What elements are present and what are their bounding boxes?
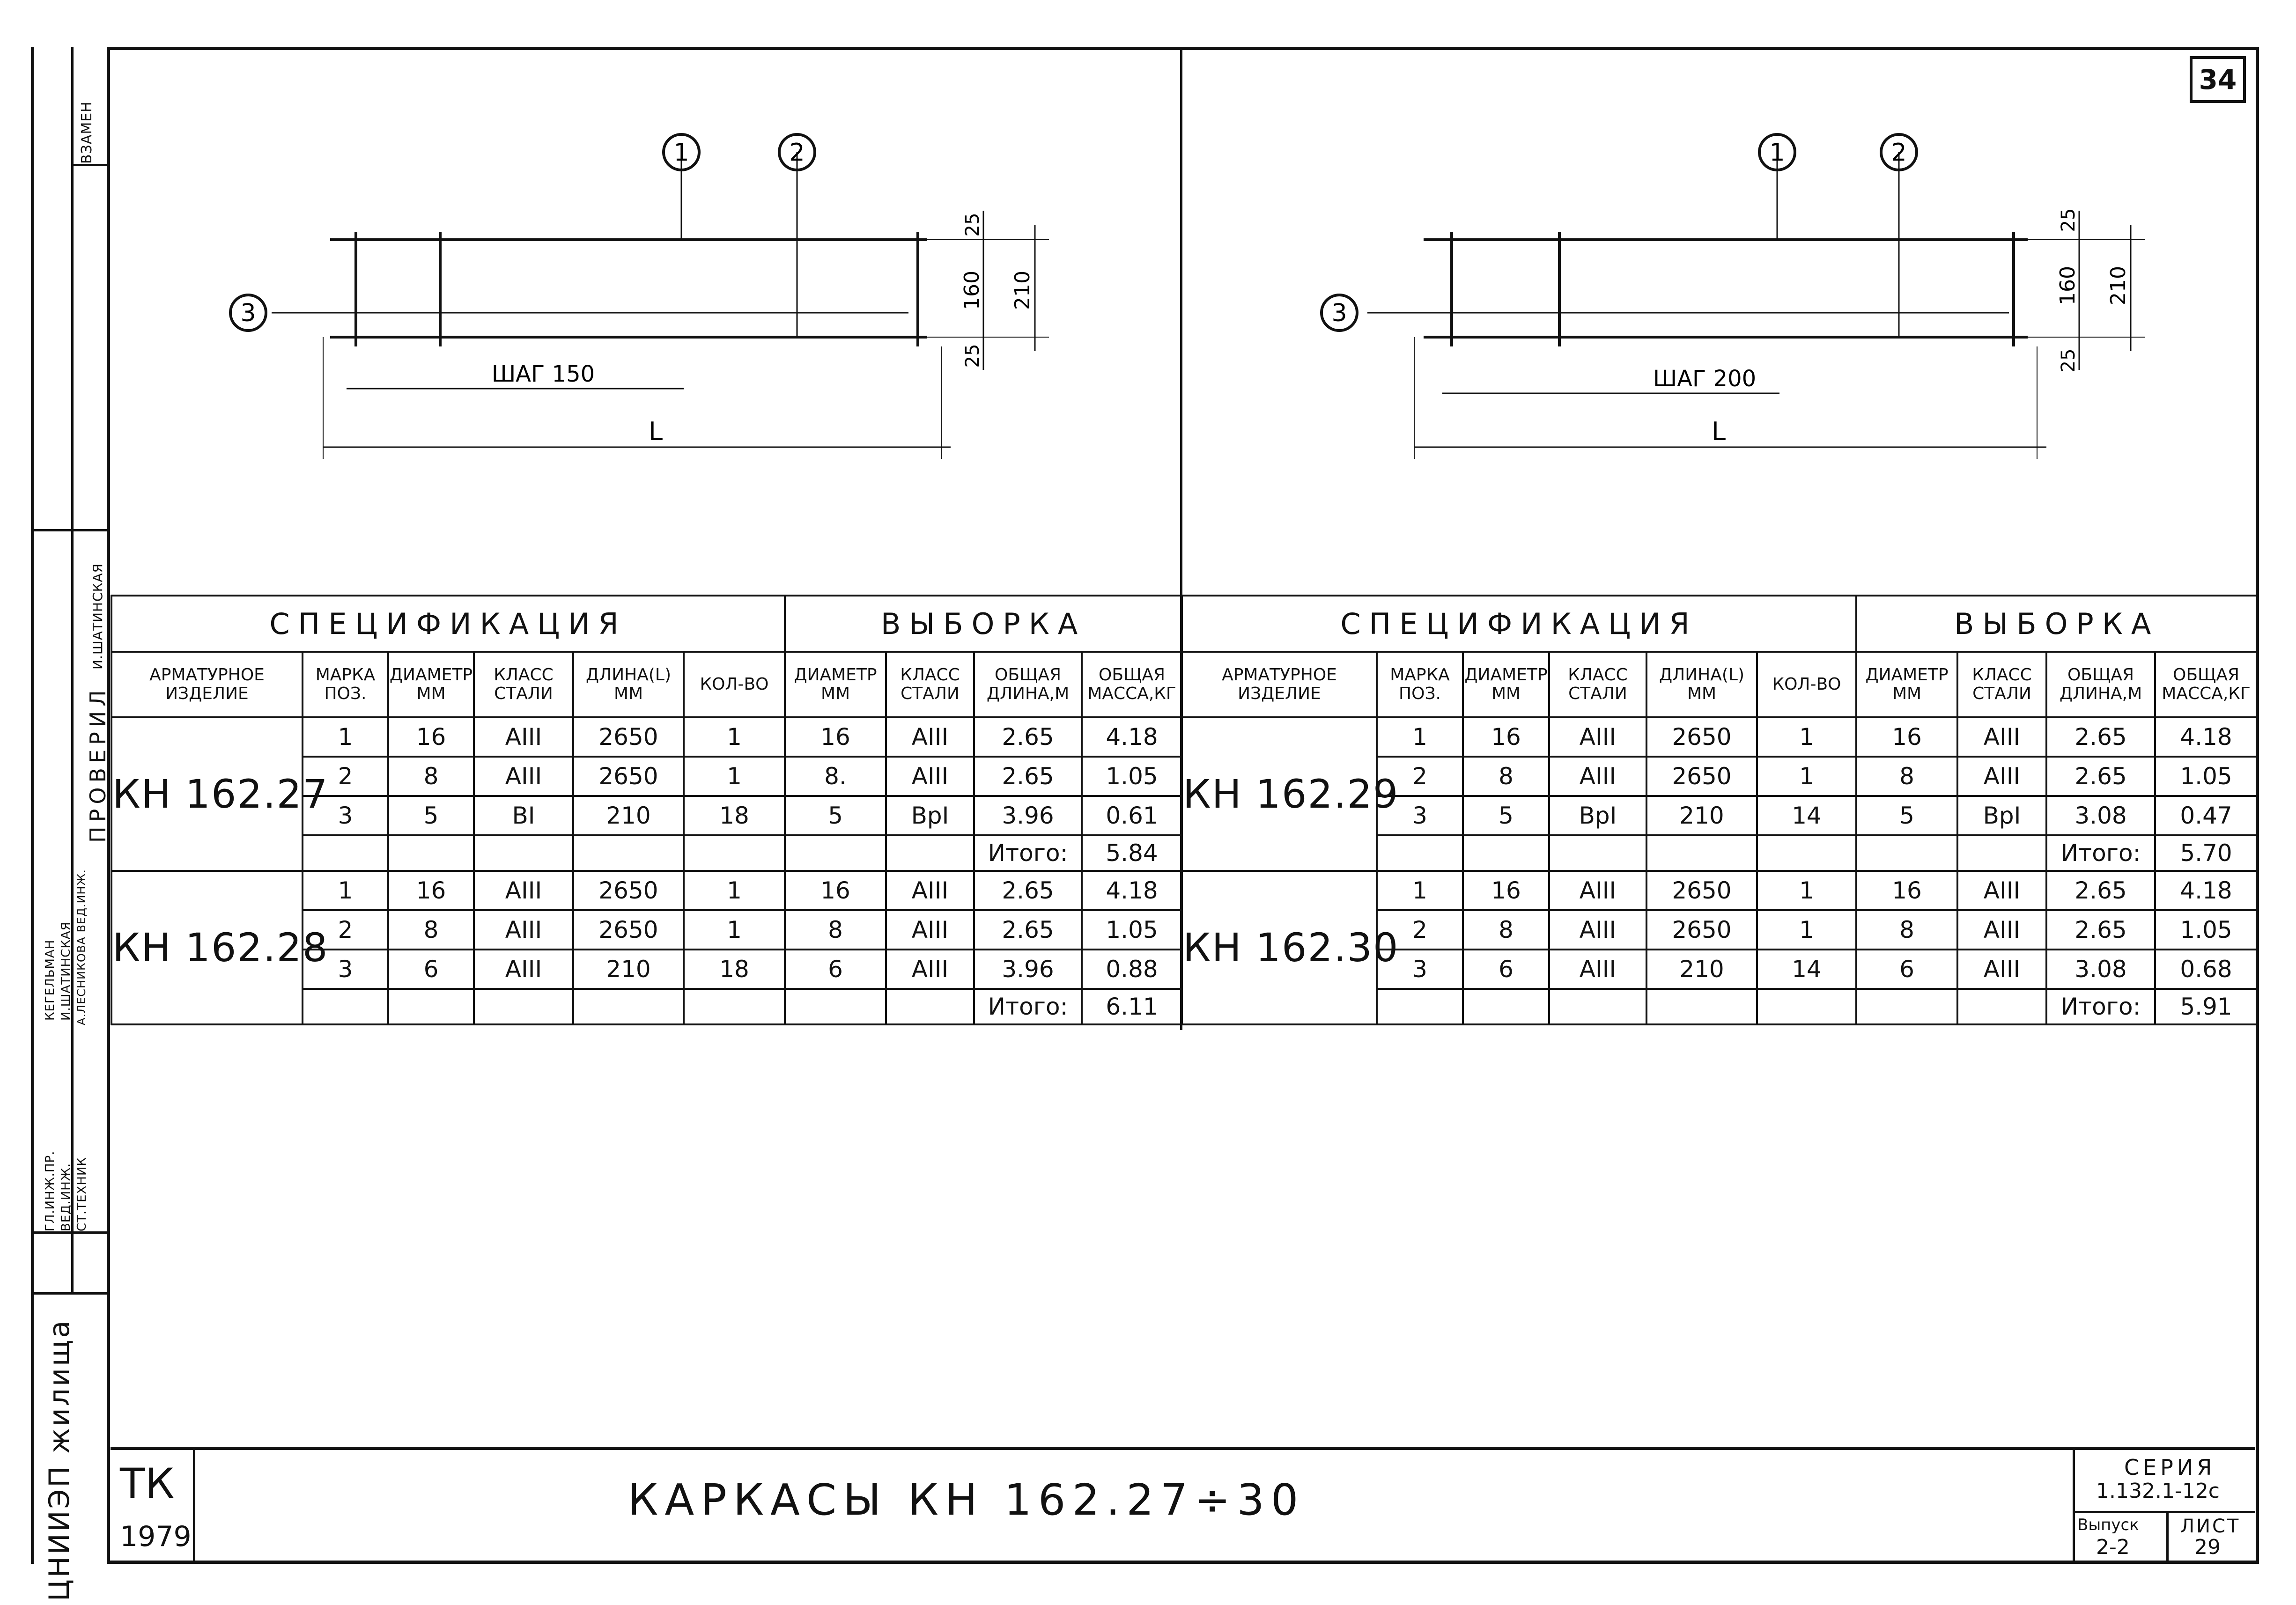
cell: 14 <box>1757 796 1856 835</box>
selection-title: ВЫБОРКА <box>785 596 1182 652</box>
role-2: ВЕД.ИНЖ. <box>59 1163 73 1231</box>
checked-label: ПРОВЕРИЛ <box>85 685 111 843</box>
cell: 2 <box>303 757 388 796</box>
cell: АIII <box>474 910 573 950</box>
side-stamp-rule <box>34 1231 109 1234</box>
cell: 1 <box>1757 910 1856 950</box>
cell: ВрI <box>1549 796 1646 835</box>
callout-2-label: 2 <box>1891 139 1907 167</box>
cell: 2 <box>1377 910 1463 950</box>
cell: 8 <box>388 910 474 950</box>
cell: 2650 <box>573 910 684 950</box>
cell: 16 <box>1463 871 1549 910</box>
product-mark: КН 162.30 <box>1182 871 1377 1024</box>
cell: 210 <box>573 796 684 835</box>
cell: 8 <box>1856 910 1957 950</box>
col-header: АРМАТУРНОЕ ИЗДЕЛИЕ <box>111 652 303 717</box>
cell: 3.96 <box>974 796 1082 835</box>
cell: 3.08 <box>2046 950 2155 989</box>
total-value: 6.11 <box>1082 989 1182 1024</box>
callout-2-label: 2 <box>789 139 805 167</box>
sheet-value: 29 <box>2194 1535 2221 1559</box>
col-header: КЛАСС СТАЛИ <box>886 652 974 717</box>
side-stamp-rule <box>34 1292 109 1295</box>
cell: 8 <box>785 910 886 950</box>
callout-3-label: 3 <box>240 299 256 327</box>
role-3: СТ.ТЕХНИК <box>75 1157 89 1231</box>
total-label: Итого: <box>974 989 1082 1024</box>
cell: 0.47 <box>2155 796 2257 835</box>
cell: АIII <box>1957 910 2046 950</box>
cell: 1 <box>684 717 785 757</box>
cell: 1 <box>303 717 388 757</box>
cell: 2650 <box>1646 871 1757 910</box>
cell: 3.96 <box>974 950 1082 989</box>
sheet-label: ЛИСТ <box>2180 1516 2241 1537</box>
cell: АIII <box>1549 910 1646 950</box>
table-row <box>111 717 1182 757</box>
cell: АIII <box>1549 717 1646 757</box>
cell: 8. <box>785 757 886 796</box>
cell: 0.61 <box>1082 796 1182 835</box>
cell: 5 <box>1856 796 1957 835</box>
col-header: ДИАМЕТР ММ <box>388 652 474 717</box>
length-label: L <box>648 417 663 446</box>
cell: 18 <box>684 950 785 989</box>
col-header: ОБЩАЯ МАССА,КГ <box>1082 652 1182 717</box>
title-block-rule <box>2073 1511 2255 1513</box>
dim-25-top: 25 <box>2058 208 2079 232</box>
total-label: Итого: <box>974 835 1082 871</box>
cell: 8 <box>1856 757 1957 796</box>
cell: АIII <box>1549 757 1646 796</box>
side-stamp-rule <box>71 164 109 166</box>
dim-25-bottom: 25 <box>962 344 983 368</box>
cell: 1.05 <box>1082 757 1182 796</box>
check-name: И.ШАТИНСКАЯ <box>90 563 105 670</box>
dim-160: 160 <box>960 271 984 310</box>
cell: 6 <box>388 950 474 989</box>
cell: 5 <box>388 796 474 835</box>
right-cage-drawing <box>1283 117 2173 492</box>
dim-25-top: 25 <box>962 213 983 237</box>
cell: 1.05 <box>2155 757 2257 796</box>
cell: 0.68 <box>2155 950 2257 989</box>
step-label: ШАГ 200 <box>1653 366 1757 392</box>
callout-1-label: 1 <box>1769 139 1785 167</box>
issue-label: Выпуск <box>2077 1516 2139 1534</box>
cell: АIII <box>1957 717 2046 757</box>
cell: 4.18 <box>1082 871 1182 910</box>
cell: 18 <box>684 796 785 835</box>
name-1: КЕГЕЛЬМАН <box>43 939 57 1021</box>
table-row <box>1182 871 2257 910</box>
role-1: ГЛ.ИНЖ.ПР. <box>43 1150 57 1231</box>
cell: АIII <box>1549 950 1646 989</box>
col-header: ДЛИНА(L) ММ <box>1646 652 1757 717</box>
cell: 8 <box>1463 910 1549 950</box>
cell: ВI <box>474 796 573 835</box>
selection-title: ВЫБОРКА <box>1856 596 2257 652</box>
cell: 3 <box>1377 950 1463 989</box>
cell: 2.65 <box>974 910 1082 950</box>
callout-3-label: 3 <box>1331 299 1347 327</box>
code-label: ТК <box>120 1459 175 1508</box>
organization: ЦНИИЭП жилища <box>43 1318 76 1601</box>
cell: 1.05 <box>2155 910 2257 950</box>
total-value: 5.70 <box>2155 835 2257 871</box>
title-block-divider <box>2073 1450 2075 1562</box>
cell: 6 <box>1856 950 1957 989</box>
cell: 16 <box>388 871 474 910</box>
series-value: 1.132.1-12с <box>2096 1479 2220 1503</box>
col-header: КОЛ-ВО <box>1757 652 1856 717</box>
total-label: Итого: <box>2046 835 2155 871</box>
cell: 1 <box>1757 871 1856 910</box>
col-header: ДЛИНА(L) ММ <box>573 652 684 717</box>
cell: АIII <box>886 950 974 989</box>
cell: АIII <box>886 717 974 757</box>
cell: 1 <box>684 910 785 950</box>
cell: АIII <box>474 950 573 989</box>
step-label: ШАГ 150 <box>491 361 595 387</box>
spec-title: СПЕЦИФИКАЦИЯ <box>1182 596 1856 652</box>
cell: 5 <box>785 796 886 835</box>
cell: АIII <box>1957 950 2046 989</box>
cell: 1 <box>1377 871 1463 910</box>
cell: АIII <box>1957 757 2046 796</box>
col-header: ДИАМЕТР ММ <box>1856 652 1957 717</box>
cell: 4.18 <box>1082 717 1182 757</box>
cell: АIII <box>474 871 573 910</box>
col-header: АРМАТУРНОЕ ИЗДЕЛИЕ <box>1182 652 1377 717</box>
cell: 1 <box>684 757 785 796</box>
drawing-title: КАРКАСЫ КН 162.27÷30 <box>628 1475 1305 1525</box>
cell: 2.65 <box>2046 717 2155 757</box>
col-header: КОЛ-ВО <box>684 652 785 717</box>
product-mark: КН 162.29 <box>1182 717 1377 871</box>
cell: 16 <box>1856 871 1957 910</box>
length-label: L <box>1711 417 1726 446</box>
product-mark: КН 162.28 <box>111 871 303 1024</box>
dim-25-bottom: 25 <box>2058 348 2079 373</box>
col-header: КЛАСС СТАЛИ <box>1549 652 1646 717</box>
total-value: 5.84 <box>1082 835 1182 871</box>
cell: 210 <box>1646 950 1757 989</box>
title-block-divider <box>2166 1511 2169 1562</box>
dim-160: 160 <box>2056 266 2080 305</box>
cell: 3 <box>303 796 388 835</box>
cell: 1.05 <box>1082 910 1182 950</box>
cell: 6 <box>785 950 886 989</box>
table-row <box>111 871 1182 910</box>
cell: 16 <box>388 717 474 757</box>
series-label: СЕРИЯ <box>2124 1455 2216 1480</box>
cell: 2.65 <box>974 757 1082 796</box>
sheet-number: 34 <box>2190 56 2246 103</box>
total-value: 5.91 <box>2155 989 2257 1024</box>
cell: АIII <box>474 717 573 757</box>
col-header: ОБЩАЯ ДЛИНА,М <box>974 652 1082 717</box>
cell: АIII <box>886 757 974 796</box>
cell: 2 <box>1377 757 1463 796</box>
year-label: 1979 <box>120 1520 192 1553</box>
cell: 16 <box>785 717 886 757</box>
cell: 1 <box>303 871 388 910</box>
cell: 8 <box>388 757 474 796</box>
cell: ВрI <box>886 796 974 835</box>
name-3: А.ЛЕСНИКОВА ВЕД.ИНЖ. <box>75 869 88 1025</box>
table-row <box>1182 717 2257 757</box>
col-header: КЛАСС СТАЛИ <box>1957 652 2046 717</box>
cell: 4.18 <box>2155 871 2257 910</box>
cell: АIII <box>1549 871 1646 910</box>
cell: 0.88 <box>1082 950 1182 989</box>
dim-210: 210 <box>2106 266 2130 305</box>
cell: 5 <box>1463 796 1549 835</box>
cell: 2.65 <box>2046 871 2155 910</box>
col-header: ДИАМЕТР ММ <box>1463 652 1549 717</box>
cell: 3 <box>303 950 388 989</box>
total-label: Итого: <box>2046 989 2155 1024</box>
cell: 210 <box>573 950 684 989</box>
cell: ВрI <box>1957 796 2046 835</box>
issue-value: 2-2 <box>2096 1535 2130 1559</box>
cell: 2.65 <box>2046 757 2155 796</box>
col-header: МАРКА ПОЗ. <box>303 652 388 717</box>
cell: 2.65 <box>974 871 1082 910</box>
dim-210: 210 <box>1011 271 1034 310</box>
cell: 1 <box>1757 757 1856 796</box>
cell: 1 <box>1757 717 1856 757</box>
cell: 6 <box>1463 950 1549 989</box>
col-header: КЛАСС СТАЛИ <box>474 652 573 717</box>
cell: 16 <box>1856 717 1957 757</box>
replaced-label: ВЗАМЕН <box>79 101 95 164</box>
cell: 2650 <box>1646 910 1757 950</box>
cell: 2650 <box>573 871 684 910</box>
cell: 2650 <box>1646 757 1757 796</box>
cell: АIII <box>1957 871 2046 910</box>
col-header: МАРКА ПОЗ. <box>1377 652 1463 717</box>
cell: 210 <box>1646 796 1757 835</box>
name-2: И.ШАТИНСКАЯ <box>59 921 73 1021</box>
spec-title: СПЕЦИФИКАЦИЯ <box>111 596 785 652</box>
cell: 3.08 <box>2046 796 2155 835</box>
cell: 2650 <box>573 717 684 757</box>
cell: 2650 <box>1646 717 1757 757</box>
cell: 2.65 <box>2046 910 2155 950</box>
cell: 2 <box>303 910 388 950</box>
cell: 2650 <box>573 757 684 796</box>
col-header: ОБЩАЯ МАССА,КГ <box>2155 652 2257 717</box>
col-header: ДИАМЕТР ММ <box>785 652 886 717</box>
left-spec-table <box>111 595 1183 1025</box>
cell: 1 <box>684 871 785 910</box>
cell: 16 <box>1463 717 1549 757</box>
cell: 8 <box>1463 757 1549 796</box>
cell: АIII <box>474 757 573 796</box>
side-stamp <box>31 47 111 1601</box>
cell: АIII <box>886 871 974 910</box>
cell: 4.18 <box>2155 717 2257 757</box>
cell: 14 <box>1757 950 1856 989</box>
cell: 3 <box>1377 796 1463 835</box>
title-block-divider <box>193 1450 195 1562</box>
cell: АIII <box>886 910 974 950</box>
right-spec-table <box>1181 595 2258 1025</box>
left-cage-drawing <box>187 117 1077 492</box>
col-header: ОБЩАЯ ДЛИНА,М <box>2046 652 2155 717</box>
callout-1-label: 1 <box>673 139 689 167</box>
side-stamp-rule <box>34 529 109 531</box>
cell: 16 <box>785 871 886 910</box>
cell: 1 <box>1377 717 1463 757</box>
product-mark: КН 162.27 <box>111 717 303 871</box>
side-stamp-divider <box>71 47 74 1292</box>
cell: 2.65 <box>974 717 1082 757</box>
